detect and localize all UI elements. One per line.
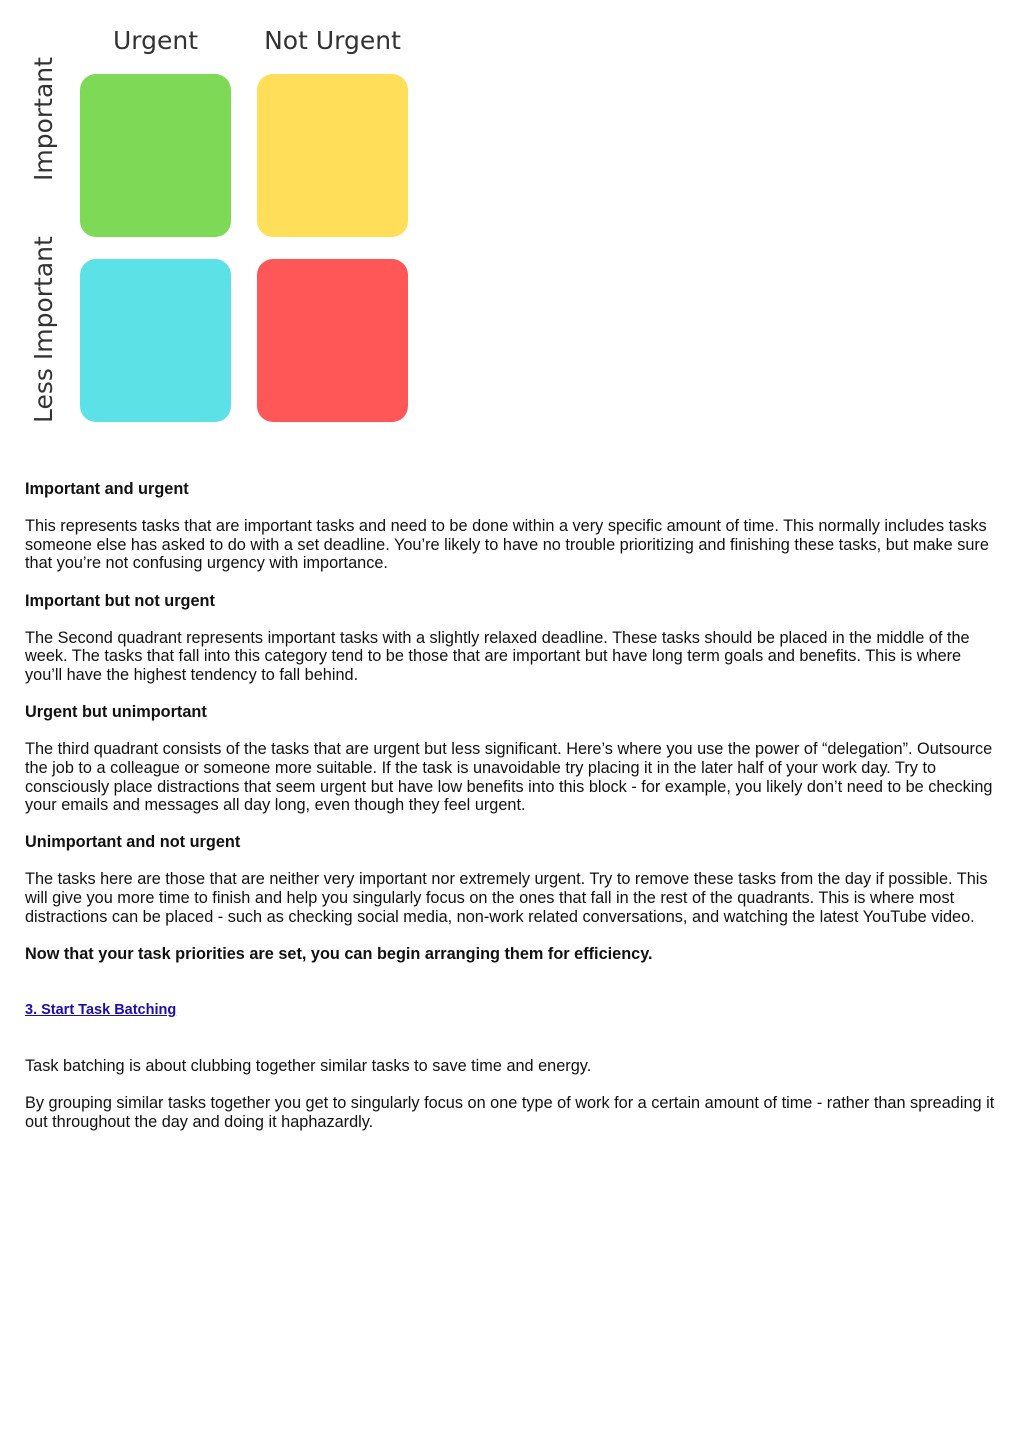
- section-body-urgent-unimportant: The third quadrant consists of the tasks that are urgent but less significant. Here’s where you use the power of “delegation”. Outsource the job to a colleague or someone more suitable. If the task is unavoidable try placing it in the later half of your work day. Try to consciously place distractions that seem urgent but have low benefits into this block - for example, you likely don’t need to be checking your emails and messages all day long, even though they feel urgent.: [25, 740, 993, 815]
- batching-detail: By grouping similar tasks together you get to singularly focus on one type of work for a certain amount of time - rather than spreading it out throughout the day and doing it haphazardly.: [25, 1094, 995, 1131]
- section-heading-important-not-urgent: Important but not urgent: [25, 591, 215, 610]
- priority-matrix-figure: [0, 0, 430, 440]
- quadrant-less-important-not-urgent: [257, 259, 408, 422]
- section-heading-important-urgent: Important and urgent: [25, 480, 189, 498]
- section-body-unimportant-not-urgent: The tasks here are those that are neither very important nor extremely urgent. Try to remove these tasks from the day if possible. This will give you more time to finish and help you singularly focus on the ones that fall in the rest of the quadrants. This is where most distractions can be placed - such as checking social media, non-work related conversations, and watching the latest YouTube video.: [25, 870, 988, 926]
- row-label-less-important: Less Important: [29, 236, 58, 423]
- start-task-batching-link[interactable]: 3. Start Task Batching: [25, 1002, 177, 1019]
- quadrant-less-important-urgent: [80, 259, 231, 422]
- quadrant-important-urgent: [80, 74, 231, 237]
- column-label-urgent: Urgent: [112, 26, 199, 55]
- section-body-important-urgent: This represents tasks that are important tasks and need to be done within a very specific amount of time. This normally includes tasks someone else has asked to do with a set deadline. You’re likely to have no trouble prioritizing and finishing these tasks, but make sure that you’re not confusing urgency with importance.: [25, 517, 989, 573]
- article-body: [25, 480, 1000, 1150]
- batching-intro: Task batching is about clubbing together similar tasks to save time and energy.: [25, 1057, 592, 1076]
- conclusion-text: Now that your task priorities are set, you can begin arranging them for efficiency.: [25, 944, 653, 963]
- quadrant-important-not-urgent: [257, 74, 408, 237]
- section-heading-urgent-unimportant: Urgent but unimportant: [25, 703, 207, 722]
- column-label-not-urgent: Not Urgent: [264, 26, 401, 55]
- section-heading-unimportant-not-urgent: Unimportant and not urgent: [25, 833, 241, 852]
- row-label-important: Important: [29, 57, 58, 181]
- next-section-link-wrapper: [25, 1000, 1000, 1020]
- section-body-important-not-urgent: The Second quadrant represents important tasks with a slightly relaxed deadline. These tasks should be placed in the middle of the week. The tasks that fall into this category tend to be those that are important but have long term goals and benefits. This is where you’ll have the highest tendency to fall behind.: [25, 628, 970, 684]
